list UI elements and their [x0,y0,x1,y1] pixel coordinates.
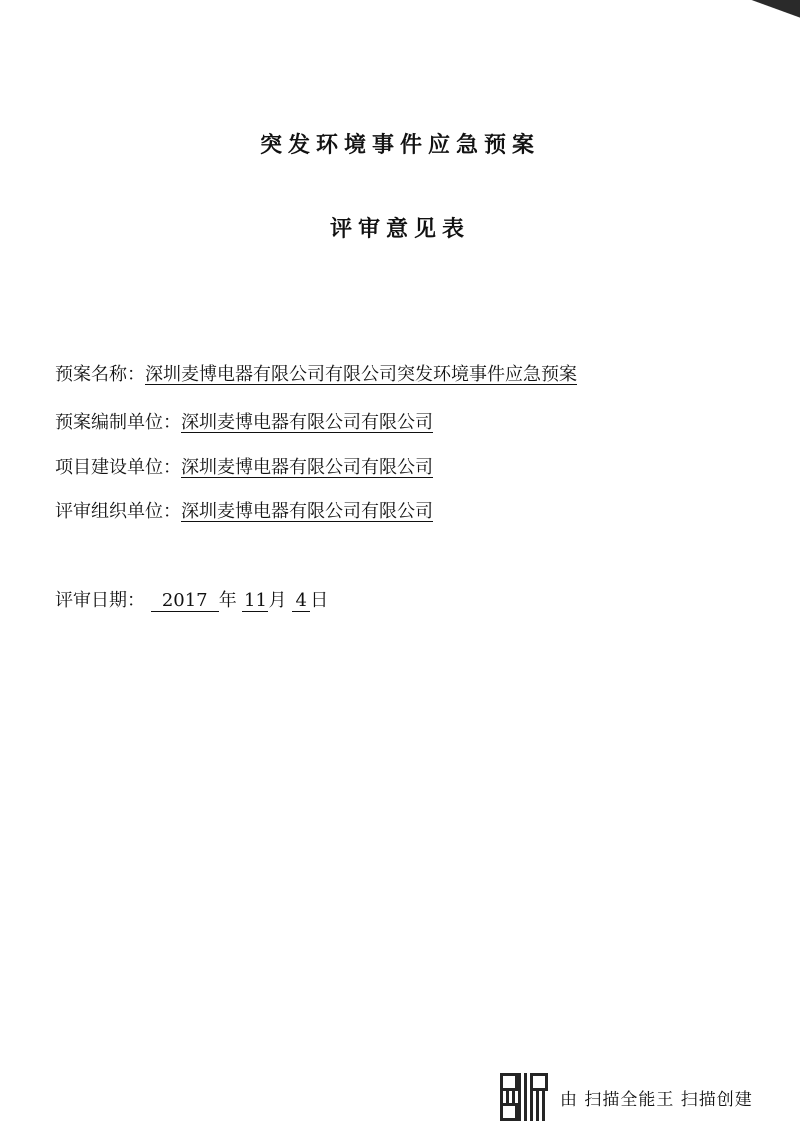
field-value: 深圳麦博电器有限公司有限公司突发环境事件应急预案 [145,364,577,385]
year-unit: 年 [218,590,237,611]
review-date-label: 评审日期： [55,590,145,611]
month-unit: 月 [268,590,287,611]
review-date-day: 4 [292,591,310,612]
document-subtitle: 评审意见表 [329,216,470,242]
field-review-organizer [55,497,433,523]
field-label: 预案名称： [55,364,145,385]
field-plan-name [55,360,577,386]
review-date-month: 11 [244,590,267,611]
field-construction-unit [55,453,433,479]
field-label: 预案编制单位： [55,412,181,433]
scanner-watermark [500,1072,753,1122]
review-date [55,586,328,612]
review-date-year: 2017 [151,591,219,612]
day-unit: 日 [310,590,329,611]
field-compiling-unit [55,408,433,434]
field-value: 深圳麦博电器有限公司有限公司 [181,501,433,522]
document-title: 突发环境事件应急预案 [259,132,540,158]
scan-corner-mark [740,0,800,40]
field-label: 评审组织单位： [55,501,181,522]
field-value: 深圳麦博电器有限公司有限公司 [181,457,433,478]
field-label: 项目建设单位： [55,457,181,478]
watermark-text: 由 扫描全能王 扫描创建 [560,1089,753,1110]
qr-code-icon [500,1073,548,1121]
field-value: 深圳麦博电器有限公司有限公司 [181,412,433,433]
